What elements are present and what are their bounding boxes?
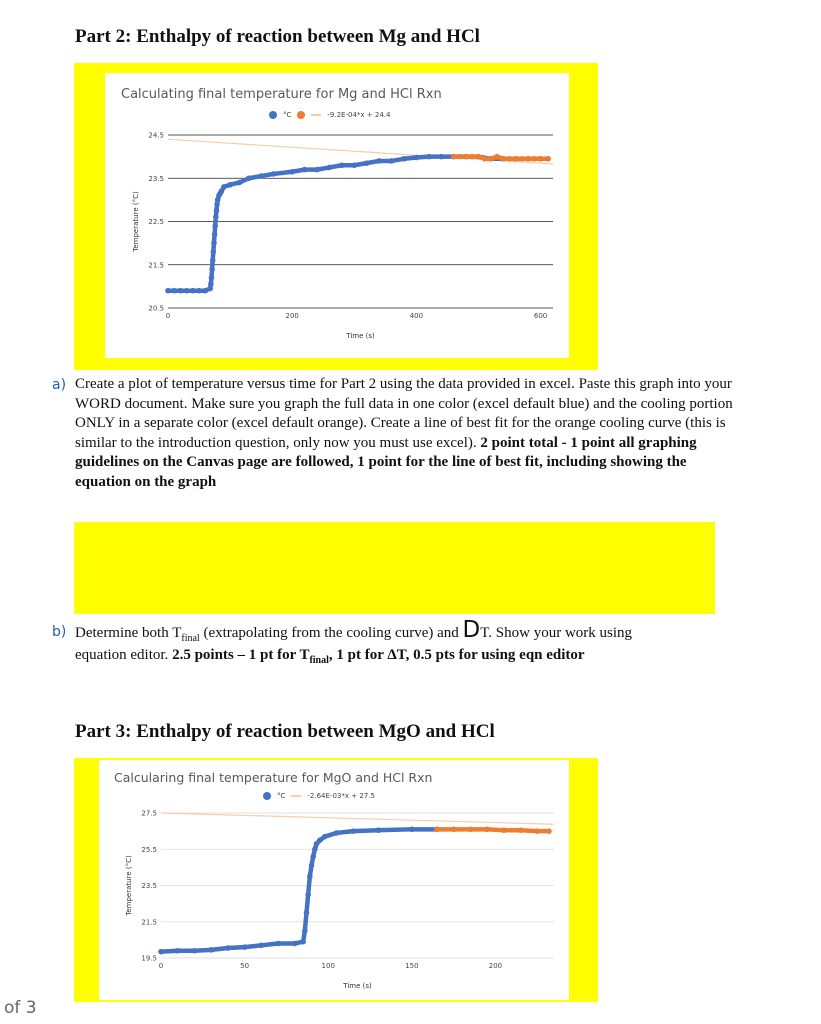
question-b-text-3: T. Show your work using [480,625,633,641]
data-point-orange [451,827,457,833]
x-tick-label: 200 [285,312,299,320]
data-point-blue [275,941,281,947]
question-b-text-2: (extrapolating from the cooling curve) and [199,625,463,641]
question-a-points: 2 point total - 1 point all graphing guidelines on the Canvas page are followed, 1 point for the line of best fit, including showing the equation on the graph [75,434,697,490]
chart1-legend-series: °C [283,111,292,119]
data-point-blue [178,288,184,294]
page-indicator: of 3 [4,998,37,1018]
question-a-text [75,375,740,492]
data-point-blue [208,281,214,287]
data-point-blue [339,162,345,168]
question-b-line2 [75,646,585,671]
data-point-blue [409,827,415,833]
chart2-area [99,760,569,1000]
data-point-blue [322,834,328,840]
chart1-title: Calculating final temperature for Mg and HCl Rxn [121,87,442,102]
data-point-orange [546,828,552,834]
data-point-orange [463,154,469,160]
data-point-blue [389,158,395,164]
part2-heading: Part 2: Enthalpy of reaction between Mg and HCl [75,26,480,47]
data-point-blue [351,162,357,168]
y-tick-label: 19.5 [141,954,157,963]
data-point-blue [225,945,231,951]
y-tick-label: 23.5 [148,174,164,183]
data-point-blue [312,846,318,852]
chart2-legend-trendline: -2.64E-03*x + 27.5 [307,792,375,800]
y-tick-label: 22.5 [148,218,164,226]
data-point-blue [302,928,308,934]
part3-heading: Part 3: Enthalpy of reaction between MgO and HCl [75,721,495,742]
y-axis-label: Temperature (°C) [125,855,133,916]
data-point-blue [221,184,227,190]
question-b-sub-2: final [309,655,329,666]
x-tick-label: 200 [488,962,503,970]
data-point-blue [376,827,382,833]
y-tick-label: 21.5 [141,918,157,927]
data-point-blue [190,288,196,294]
question-b-line1 [75,617,755,649]
question-a-body: Create a plot of temperature versus time for Part 2 using the data provided in excel. Paste this graph into your WORD document. Make sure you graph the full data in one color (excel default blue) and the cooling portion ONLY in a separate color (excel default orange). Create a line of best fit for the orange cooling curve (this is similar to the introduction question, only now you must use excel). [75,376,733,451]
data-point-blue [175,948,181,954]
data-point-blue [304,910,310,916]
data-point-orange [532,156,538,162]
data-point-blue [227,182,233,188]
data-point-orange [434,827,440,833]
series-line-blue [168,157,548,291]
series-line-blue [161,829,437,951]
chart1-area [105,73,569,358]
data-point-orange [507,156,513,162]
data-point-orange [484,827,490,833]
y-axis-label: Temperature (°C) [132,191,140,252]
data-point-orange [538,156,544,162]
y-tick-label: 20.5 [148,304,164,313]
question-b-marker: b) [52,624,67,640]
data-point-orange [525,156,531,162]
y-tick-label: 25.5 [141,845,157,854]
data-point-blue [184,288,190,294]
y-tick-label: 23.5 [141,882,157,890]
data-point-blue [212,223,218,229]
data-point-blue [192,948,198,954]
data-point-blue [208,947,214,953]
data-point-orange [518,827,524,833]
y-tick-label: 24.5 [148,131,164,140]
data-point-blue [211,240,217,246]
data-point-blue [414,155,420,161]
data-point-blue [314,167,320,173]
data-point-orange [468,827,474,833]
data-point-blue [202,288,208,294]
chart1-plot [105,73,569,358]
x-tick-label: 150 [405,962,419,970]
data-point-blue [171,288,177,294]
data-point-orange [482,156,488,162]
data-point-orange [501,156,507,162]
data-point-blue [426,154,432,160]
x-tick-label: 0 [165,312,171,320]
data-point-blue [246,175,252,181]
data-point-blue [310,854,316,860]
data-point-blue [212,232,218,238]
data-point-blue [209,266,215,272]
chart1-legend-trendline: -9.2E-04*x + 24.4 [327,111,391,119]
data-point-blue [438,154,444,160]
x-tick-label: 600 [533,312,548,320]
data-point-orange [519,156,525,162]
x-tick-label: 100 [321,962,335,970]
data-point-orange [534,828,540,834]
question-b-sub-1: final [181,633,200,644]
x-axis-label: Time (s) [346,332,375,340]
x-tick-label: 0 [158,962,164,970]
data-point-blue [401,156,407,162]
chart2-legend-series: °C [277,792,286,800]
data-point-orange [488,156,494,162]
data-point-blue [376,158,382,164]
data-point-orange [513,156,519,162]
x-axis-label: Time (s) [343,982,372,990]
data-point-blue [317,837,323,843]
data-point-orange [476,154,482,160]
data-point-blue [258,173,264,179]
data-point-blue [209,275,215,281]
data-point-blue [292,941,298,947]
data-point-orange [469,154,475,160]
data-point-blue [214,208,220,214]
data-point-blue [237,180,243,186]
question-b-text-4: equation editor. [75,647,173,663]
data-point-blue [305,892,311,898]
y-tick-label: 27.5 [141,809,157,818]
chart2-title: Calcularing final temperature for MgO and HCl Rxn [114,770,433,785]
data-point-blue [351,828,357,834]
x-tick-label: 400 [409,312,424,320]
data-point-blue [289,169,295,175]
answer-a-highlight[interactable] [74,522,715,614]
data-point-orange [457,154,463,160]
question-b-points-1: 2.5 points – 1 pt for T [172,647,310,663]
data-point-blue [211,249,217,255]
y-tick-label: 21.5 [148,261,164,270]
data-point-orange [545,156,551,162]
question-b-text-1: Determine both T [75,625,182,641]
data-point-blue [196,288,202,294]
data-point-blue [165,288,171,294]
data-point-blue [309,863,315,869]
question-b-points-2: , 1 pt for ΔT, 0.5 pts for using eqn editor [328,647,585,663]
delta-glyph: D [462,617,481,643]
trendline [161,813,554,824]
data-point-orange [451,154,457,160]
data-point-blue [242,944,248,950]
data-point-blue [259,943,265,949]
data-point-blue [213,214,219,220]
data-point-blue [210,258,216,264]
chart2-plot [99,760,569,1000]
x-tick-label: 50 [240,962,250,970]
data-point-blue [334,830,340,836]
question-a-marker: a) [52,377,67,393]
data-point-blue [302,167,308,173]
data-point-blue [307,874,313,880]
data-point-orange [494,154,500,160]
data-point-blue [327,165,333,171]
data-point-blue [364,160,370,166]
data-point-blue [271,171,277,177]
data-point-orange [501,827,507,833]
data-point-blue [300,939,306,945]
data-point-blue [158,949,164,955]
